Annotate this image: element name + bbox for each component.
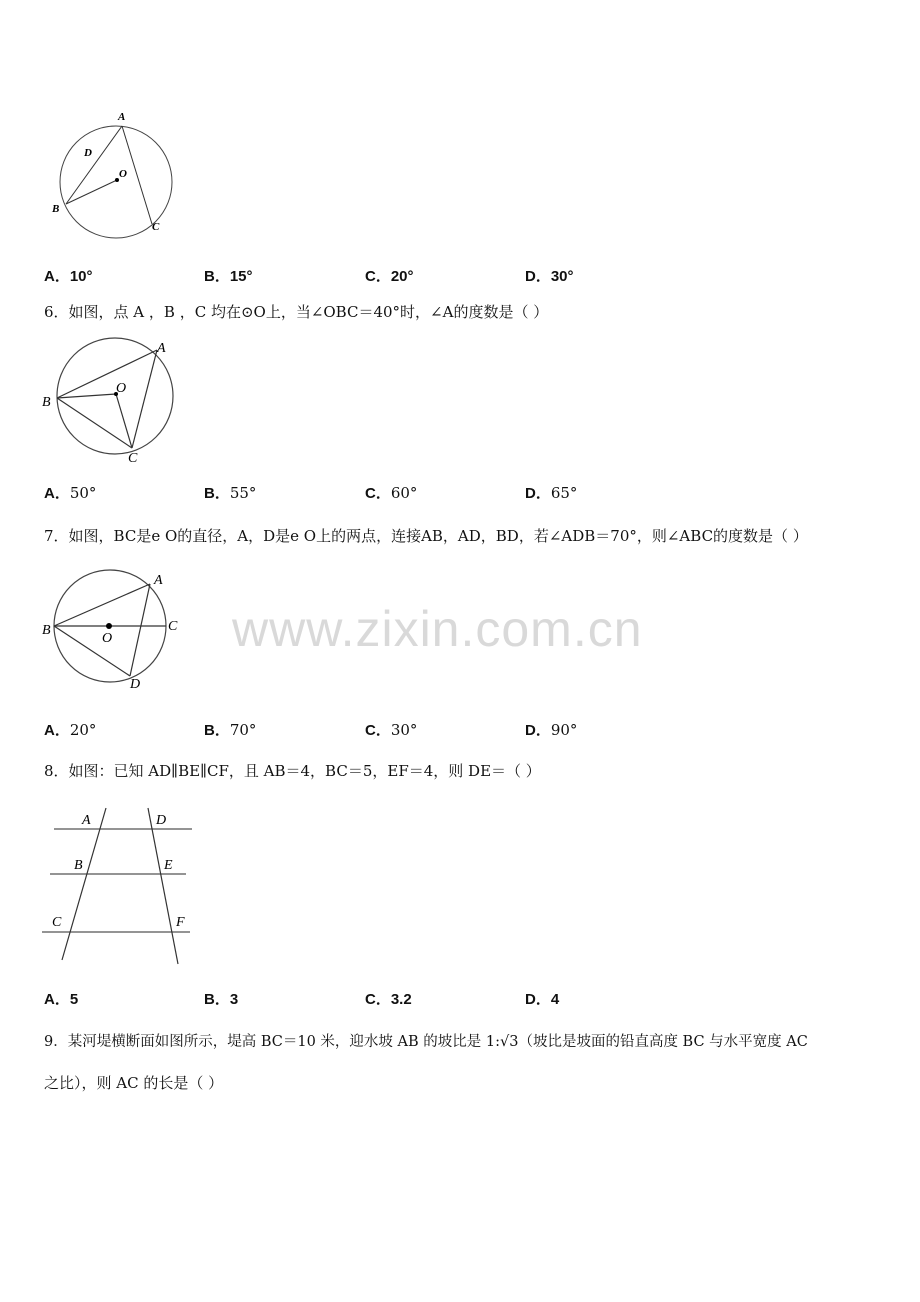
q5-option-d[interactable]: D．30° bbox=[525, 268, 574, 285]
q8-option-b[interactable]: B．3 bbox=[204, 991, 239, 1008]
q5-option-b[interactable]: B．15° bbox=[204, 268, 253, 285]
q7-option-d[interactable]: D．90° bbox=[525, 721, 578, 739]
q5-label-b: B bbox=[52, 203, 60, 215]
q5-figure bbox=[46, 108, 186, 240]
q5-label-o: O bbox=[119, 168, 127, 180]
q8-option-a[interactable]: A．5 bbox=[44, 991, 79, 1008]
q6-label-a: A bbox=[157, 341, 166, 356]
q7-figure bbox=[40, 568, 190, 694]
q5-label-c: C bbox=[152, 221, 160, 233]
watermark: www.zixin.com.cn bbox=[232, 601, 643, 657]
q6-label-b: B bbox=[42, 395, 51, 410]
q6-option-a[interactable]: A．50° bbox=[44, 484, 97, 502]
q8-label-f: F bbox=[176, 915, 185, 930]
q7-label-a: A bbox=[154, 573, 163, 588]
q7-option-a[interactable]: A．20° bbox=[44, 721, 97, 739]
q8-label-e: E bbox=[164, 858, 173, 873]
q8-option-d[interactable]: D．4 bbox=[525, 991, 560, 1008]
q6-figure bbox=[40, 336, 190, 468]
q8-question-text: 8．如图：已知 AD∥BE∥CF，且 AB＝4，BC＝5，EF＝4，则 DE＝（ ） bbox=[44, 762, 541, 780]
q6-question-text: 6．如图，点 A ，B ，C 均在⊙O上，当∠OBC＝40°时，∠A的度数是（ ） bbox=[44, 303, 549, 321]
q6-option-b[interactable]: B．55° bbox=[204, 484, 257, 502]
q9-question-line1: 9．某河堤横断面如图所示，堤高 BC＝10 米，迎水坡 AB 的坡比是 1:√3（坡比是坡面的铅直高度 BC 与水平宽度 AC bbox=[44, 1034, 808, 1050]
q6-option-d[interactable]: D．65° bbox=[525, 484, 578, 502]
q8-label-a: A bbox=[82, 813, 91, 828]
q7-label-c: C bbox=[168, 619, 178, 634]
q6-option-c[interactable]: C．60° bbox=[365, 484, 418, 502]
q5-option-c[interactable]: C．20° bbox=[365, 268, 414, 285]
q6-label-c: C bbox=[128, 451, 138, 466]
q7-option-c[interactable]: C．30° bbox=[365, 721, 418, 739]
q9-question-line2: 之比），则 AC 的长是（ ） bbox=[44, 1074, 224, 1092]
q6-label-o: O bbox=[116, 381, 127, 396]
q8-label-b: B bbox=[74, 858, 83, 873]
q8-label-c: C bbox=[52, 915, 62, 930]
q8-label-d: D bbox=[156, 813, 167, 828]
q7-label-d: D bbox=[130, 677, 141, 692]
q7-option-b[interactable]: B．70° bbox=[204, 721, 257, 739]
q7-label-b: B bbox=[42, 623, 51, 638]
q5-label-d: D bbox=[84, 147, 92, 159]
q8-figure bbox=[40, 800, 200, 970]
q5-option-a[interactable]: A．10° bbox=[44, 268, 93, 285]
q7-label-o: O bbox=[102, 631, 113, 646]
q5-label-a: A bbox=[118, 111, 126, 123]
q7-question-text: 7．如图，BC是e O的直径，A，D是e O上的两点，连接AB，AD，BD，若∠ADB＝70°，则∠ABC的度数是（ ） bbox=[44, 527, 808, 545]
q8-option-c[interactable]: C．3.2 bbox=[365, 991, 412, 1008]
